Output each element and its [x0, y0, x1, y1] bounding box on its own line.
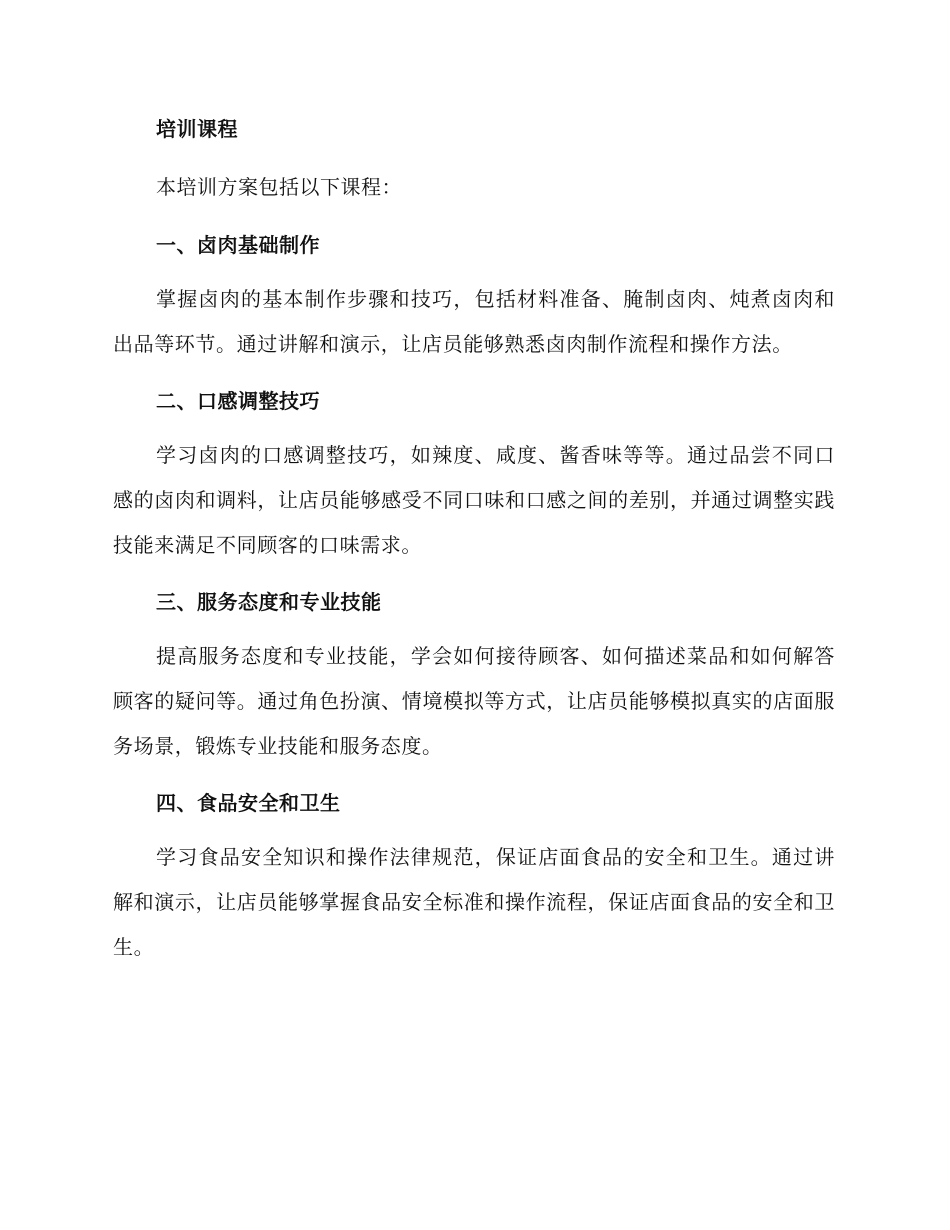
- section-heading: 一、卤肉基础制作: [156, 233, 320, 257]
- intro-text: 本培训方案包括以下课程：: [156, 175, 402, 199]
- section-heading: 四、食品安全和卫生: [156, 791, 341, 815]
- section-heading: 二、口感调整技巧: [156, 389, 320, 413]
- section-body: 掌握卤肉的基本制作步骤和技巧，包括材料准备、腌制卤肉、炖煮卤肉和出品等环节。通过讲解和演示，让店员能够熟悉卤肉制作流程和操作方法。: [113, 287, 835, 356]
- section-body: 学习食品安全知识和操作法律规范，保证店面食品的安全和卫生。通过讲解和演示，让店员能够掌握食品安全标准和操作流程，保证店面食品的安全和卫生。: [113, 845, 835, 959]
- section-body: 提高服务态度和专业技能，学会如何接待顾客、如何描述菜品和如何解答顾客的疑问等。通过角色扮演、情境模拟等方式，让店员能够模拟真实的店面服务场景，锻炼专业技能和服务态度。: [113, 644, 835, 758]
- page-title: 培训课程: [156, 117, 238, 141]
- section-body: 学习卤肉的口感调整技巧，如辣度、咸度、酱香味等等。通过品尝不同口感的卤肉和调料，让店员能够感受不同口味和口感之间的差别，并通过调整实践技能来满足不同顾客的口味需求。: [113, 443, 835, 557]
- document-content: [113, 113, 835, 970]
- section-heading: 三、服务态度和专业技能: [156, 590, 382, 614]
